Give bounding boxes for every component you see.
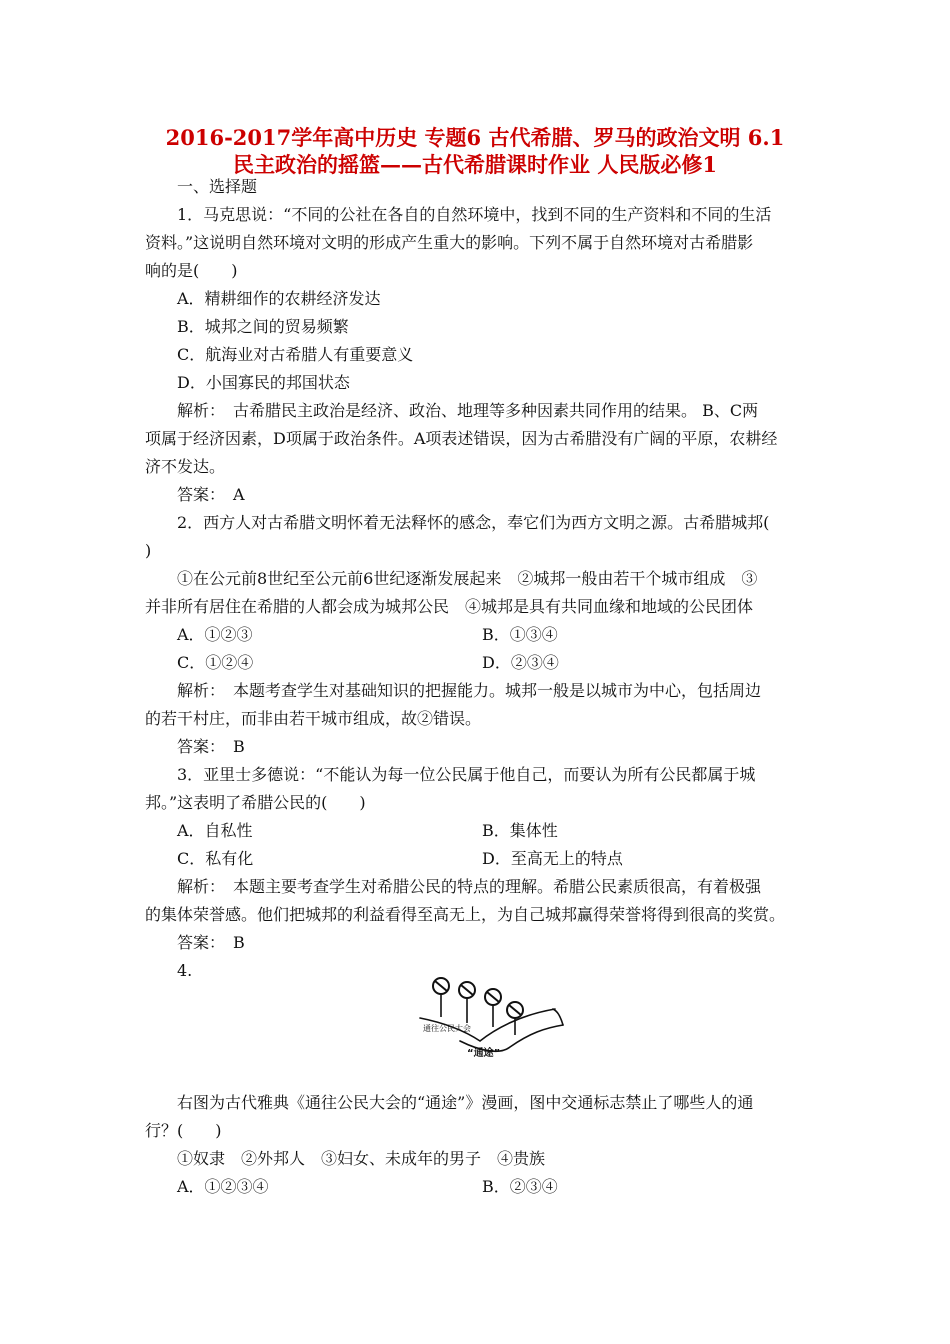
q1-stem-line-3: 响的是( ) [145, 261, 238, 280]
q3-explanation-line-1: 解析： 本题主要考查学生对希腊公民的特点的理解。希腊公民素质很高，有着极强 [177, 877, 762, 896]
q2-stem-line-2: ) [145, 541, 152, 560]
document-title-line-1: 2016-2017学年高中历史 专题6 古代希腊、罗马的政治文明 6.1 [165, 125, 785, 150]
q4-stem-line-1: 右图为古代雅典《通往公民大会的“通途”》漫画，图中交通标志禁止了哪些人的通 [177, 1093, 754, 1112]
q1-answer: 答案： A [177, 485, 245, 504]
q3-answer: 答案： B [177, 933, 245, 952]
q3-option-a: A．自私性 [177, 821, 253, 840]
section-heading: 一、选择题 [177, 177, 258, 196]
q4-statements: ①奴隶 ②外邦人 ③妇女、未成年的男子 ④贵族 [177, 1149, 546, 1168]
q1-option-b: B．城邦之间的贸易频繁 [177, 317, 349, 336]
q1-option-a: A．精耕细作的农耕经济发达 [177, 289, 381, 308]
q1-option-c: C．航海业对古希腊人有重要意义 [177, 345, 414, 364]
q1-stem-line-1: 1．马克思说：“不同的公社在各自的自然环境中，找到不同的生产资料和不同的生活 [177, 205, 772, 224]
no-entry-sign-icon [433, 978, 449, 1017]
q3-option-c: C．私有化 [177, 849, 254, 868]
q4-number: 4. [177, 961, 193, 980]
q3-stem-line-1: 3．亚里士多德说：“不能认为每一位公民属于他自己，而要认为所有公民都属于城 [177, 765, 756, 784]
q3-stem-line-2: 邦。”这表明了希腊公民的( ) [145, 793, 366, 812]
q4-stem-line-2: 行？( ) [145, 1121, 222, 1140]
q2-answer: 答案： B [177, 737, 245, 756]
q3-option-d: D．至高无上的特点 [482, 849, 623, 868]
q4-option-a: A．①②③④ [177, 1177, 269, 1196]
q2-stem-line-1: 2．西方人对古希腊文明怀着无法释怀的感念，奉它们为西方文明之源。古希腊城邦( [177, 513, 770, 532]
no-entry-sign-icon [485, 989, 501, 1027]
q2-option-a: A．①②③ [177, 625, 253, 644]
road-cartoon-figure [405, 973, 575, 1058]
figure-road-label: 通往公民大会 [423, 1024, 471, 1033]
q2-statements-line-2: 并非所有居住在希腊的人都会成为城邦公民 ④城邦是具有共同血缘和地域的公民团体 [145, 597, 754, 616]
q2-explanation-line-2: 的若干村庄，而非由若干城市组成，故②错误。 [145, 709, 482, 728]
q3-explanation-line-2: 的集体荣誉感。他们把城邦的利益看得至高无上，为自己城邦赢得荣誉将得到很高的奖赏。 [145, 905, 786, 924]
document-title-line-2: 民主政治的摇篮——古代希腊课时作业 人民版必修1 [233, 152, 717, 177]
figure-caption: “通途” [467, 1048, 501, 1058]
q1-stem-line-2: 资料。”这说明自然环境对文明的形成产生重大的影响。下列不属于自然环境对古希腊影 [145, 233, 754, 252]
q1-explanation-line-3: 济不发达。 [145, 457, 226, 476]
q4-option-b: B．②③④ [482, 1177, 558, 1196]
q3-option-b: B．集体性 [482, 821, 558, 840]
q2-explanation-line-1: 解析： 本题考查学生对基础知识的把握能力。城邦一般是以城市为中心，包括周边 [177, 681, 762, 700]
q2-option-c: C．①②④ [177, 653, 254, 672]
q1-explanation-line-2: 项属于经济因素，D项属于政治条件。A项表述错误，因为古希腊没有广阔的平原，农耕经 [145, 429, 778, 448]
q1-explanation-line-1: 解析： 古希腊民主政治是经济、政治、地理等多种因素共同作用的结果。 B、C两 [177, 401, 759, 420]
no-entry-sign-icon [459, 982, 475, 1023]
q2-option-d: D．②③④ [482, 653, 559, 672]
q2-option-b: B．①③④ [482, 625, 558, 644]
q2-statements-line-1: ①在公元前8世纪至公元前6世纪逐渐发展起来 ②城邦一般由若干个城市组成 ③ [177, 569, 758, 588]
q1-option-d: D．小国寡民的邦国状态 [177, 373, 350, 392]
